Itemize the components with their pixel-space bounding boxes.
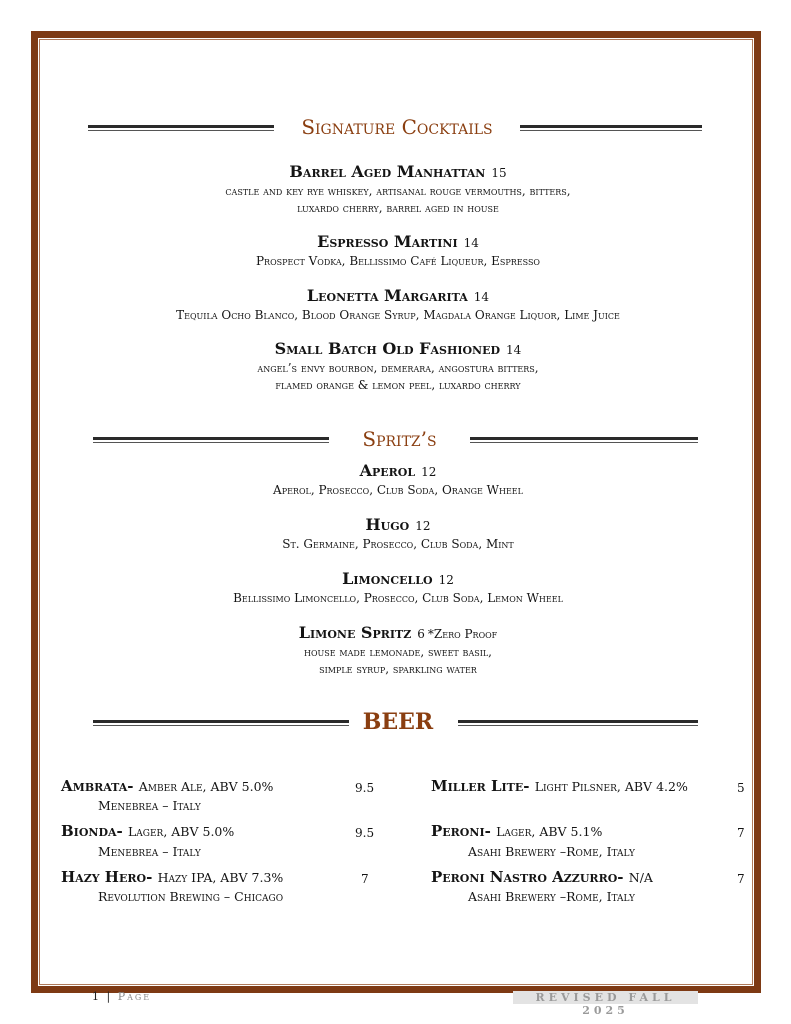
beer-name: Ambrata- bbox=[61, 777, 134, 795]
revised-label: REVISED FALL 2025 bbox=[513, 991, 698, 1004]
page-number: 1 bbox=[92, 990, 101, 1003]
beer-name: Peroni- bbox=[431, 822, 491, 840]
beer-name: Miller Lite- bbox=[431, 777, 530, 795]
item-price: 14 bbox=[473, 290, 490, 304]
item-name: Hugo bbox=[365, 515, 410, 534]
item-price: 12 bbox=[438, 573, 454, 587]
item-name: Barrel Aged Manhattan bbox=[289, 162, 486, 181]
divider-rule bbox=[93, 437, 329, 440]
page-footer: 1 | Page bbox=[92, 990, 152, 1003]
beer-price: 5 bbox=[737, 781, 745, 795]
item-price: 14 bbox=[463, 236, 479, 250]
beer-style: Amber Ale, ABV 5.0% bbox=[138, 779, 274, 794]
beer-origin: Menebrea – Italy bbox=[98, 844, 201, 859]
beer-origin: Asahi Brewery –Rome, Italy bbox=[468, 889, 635, 904]
beer-style: Hazy IPA, ABV 7.3% bbox=[157, 870, 284, 885]
beer-style: Light Pilsner, ABV 4.2% bbox=[534, 779, 688, 794]
item-name: Aperol bbox=[359, 461, 416, 480]
beer-name: Hazy Hero- bbox=[61, 868, 153, 886]
item-name: Limoncello bbox=[342, 569, 433, 588]
item-name: Limone Spritz bbox=[298, 623, 412, 642]
beer-item bbox=[61, 821, 234, 842]
beer-item bbox=[61, 776, 273, 797]
item-description: house made lemonade, sweet basil, bbox=[304, 645, 492, 659]
section-title: Spritz’s bbox=[362, 427, 437, 451]
beer-heading bbox=[0, 707, 791, 737]
menu-item bbox=[60, 623, 736, 678]
item-description: Bellissimo Limoncello, Prosecco, Club Soda, Lemon Wheel bbox=[233, 591, 563, 605]
beer-name: Peroni Nastro Azzurro- bbox=[431, 868, 624, 886]
item-description: flamed orange & lemon peel, luxardo cherry bbox=[275, 378, 521, 392]
beer-origin: Asahi Brewery –Rome, Italy bbox=[468, 844, 635, 859]
item-price: 6 bbox=[417, 627, 425, 641]
item-description: angel’s envy bourbon, demerara, angostura bitters, bbox=[257, 361, 539, 375]
menu-item bbox=[60, 569, 736, 607]
divider-rule bbox=[93, 720, 349, 723]
menu-item bbox=[60, 232, 736, 270]
beer-item bbox=[431, 821, 602, 842]
item-description: castle and key rye whiskey, artisanal rouge vermouths, bitters, bbox=[225, 184, 571, 198]
beer-name: Bionda- bbox=[61, 822, 123, 840]
menu-item bbox=[60, 515, 736, 553]
beer-style: N/A bbox=[628, 870, 653, 885]
item-description: simple syrup, sparkling water bbox=[319, 662, 477, 676]
menu-item bbox=[60, 286, 736, 324]
item-description: luxardo cherry, barrel aged in house bbox=[297, 201, 499, 215]
divider-rule bbox=[520, 125, 702, 128]
item-price: 12 bbox=[421, 465, 437, 479]
beer-origin: Revolution Brewing – Chicago bbox=[98, 889, 284, 904]
item-description: Aperol, Prosecco, Club Soda, Orange Wheel bbox=[273, 483, 523, 497]
divider-rule bbox=[470, 437, 698, 440]
item-description: St. Germaine, Prosecco, Club Soda, Mint bbox=[282, 537, 514, 551]
item-name: Espresso Martini bbox=[317, 232, 458, 251]
beer-price: 7 bbox=[361, 872, 369, 886]
item-price: 14 bbox=[506, 343, 522, 357]
menu-item bbox=[60, 339, 736, 394]
beer-style: Lager, ABV 5.0% bbox=[128, 824, 235, 839]
zero-proof-note: *Zero Proof bbox=[427, 627, 498, 641]
divider-rule bbox=[458, 720, 698, 723]
item-price: 15 bbox=[491, 166, 507, 180]
section-title: Signature Cocktails bbox=[301, 115, 493, 139]
beer-item bbox=[431, 867, 653, 888]
page-label: Page bbox=[117, 990, 152, 1003]
item-description: Prospect Vodka, Bellissimo Café Liqueur, Espresso bbox=[255, 254, 540, 268]
cocktails-heading bbox=[0, 112, 791, 142]
section-title: BEER bbox=[362, 709, 434, 735]
item-name: Leonetta Margarita bbox=[306, 286, 468, 305]
beer-price: 9.5 bbox=[355, 826, 375, 840]
beer-item bbox=[431, 776, 688, 797]
beer-price: 9.5 bbox=[355, 781, 375, 795]
beer-price: 7 bbox=[737, 872, 745, 886]
menu-item bbox=[60, 461, 736, 499]
beer-origin: Menebrea – Italy bbox=[98, 798, 201, 813]
divider-rule bbox=[88, 125, 274, 128]
spritz-heading bbox=[0, 424, 791, 454]
beer-price: 7 bbox=[737, 826, 745, 840]
item-name: Small Batch Old Fashioned bbox=[274, 339, 501, 358]
item-price: 12 bbox=[415, 519, 431, 533]
item-description: Tequila Ocho Blanco, Blood Orange Syrup, Magdala Orange Liquor, Lime Juice bbox=[176, 308, 620, 322]
beer-style: Lager, ABV 5.1% bbox=[496, 824, 603, 839]
menu-item bbox=[60, 162, 736, 217]
beer-item bbox=[61, 867, 283, 888]
